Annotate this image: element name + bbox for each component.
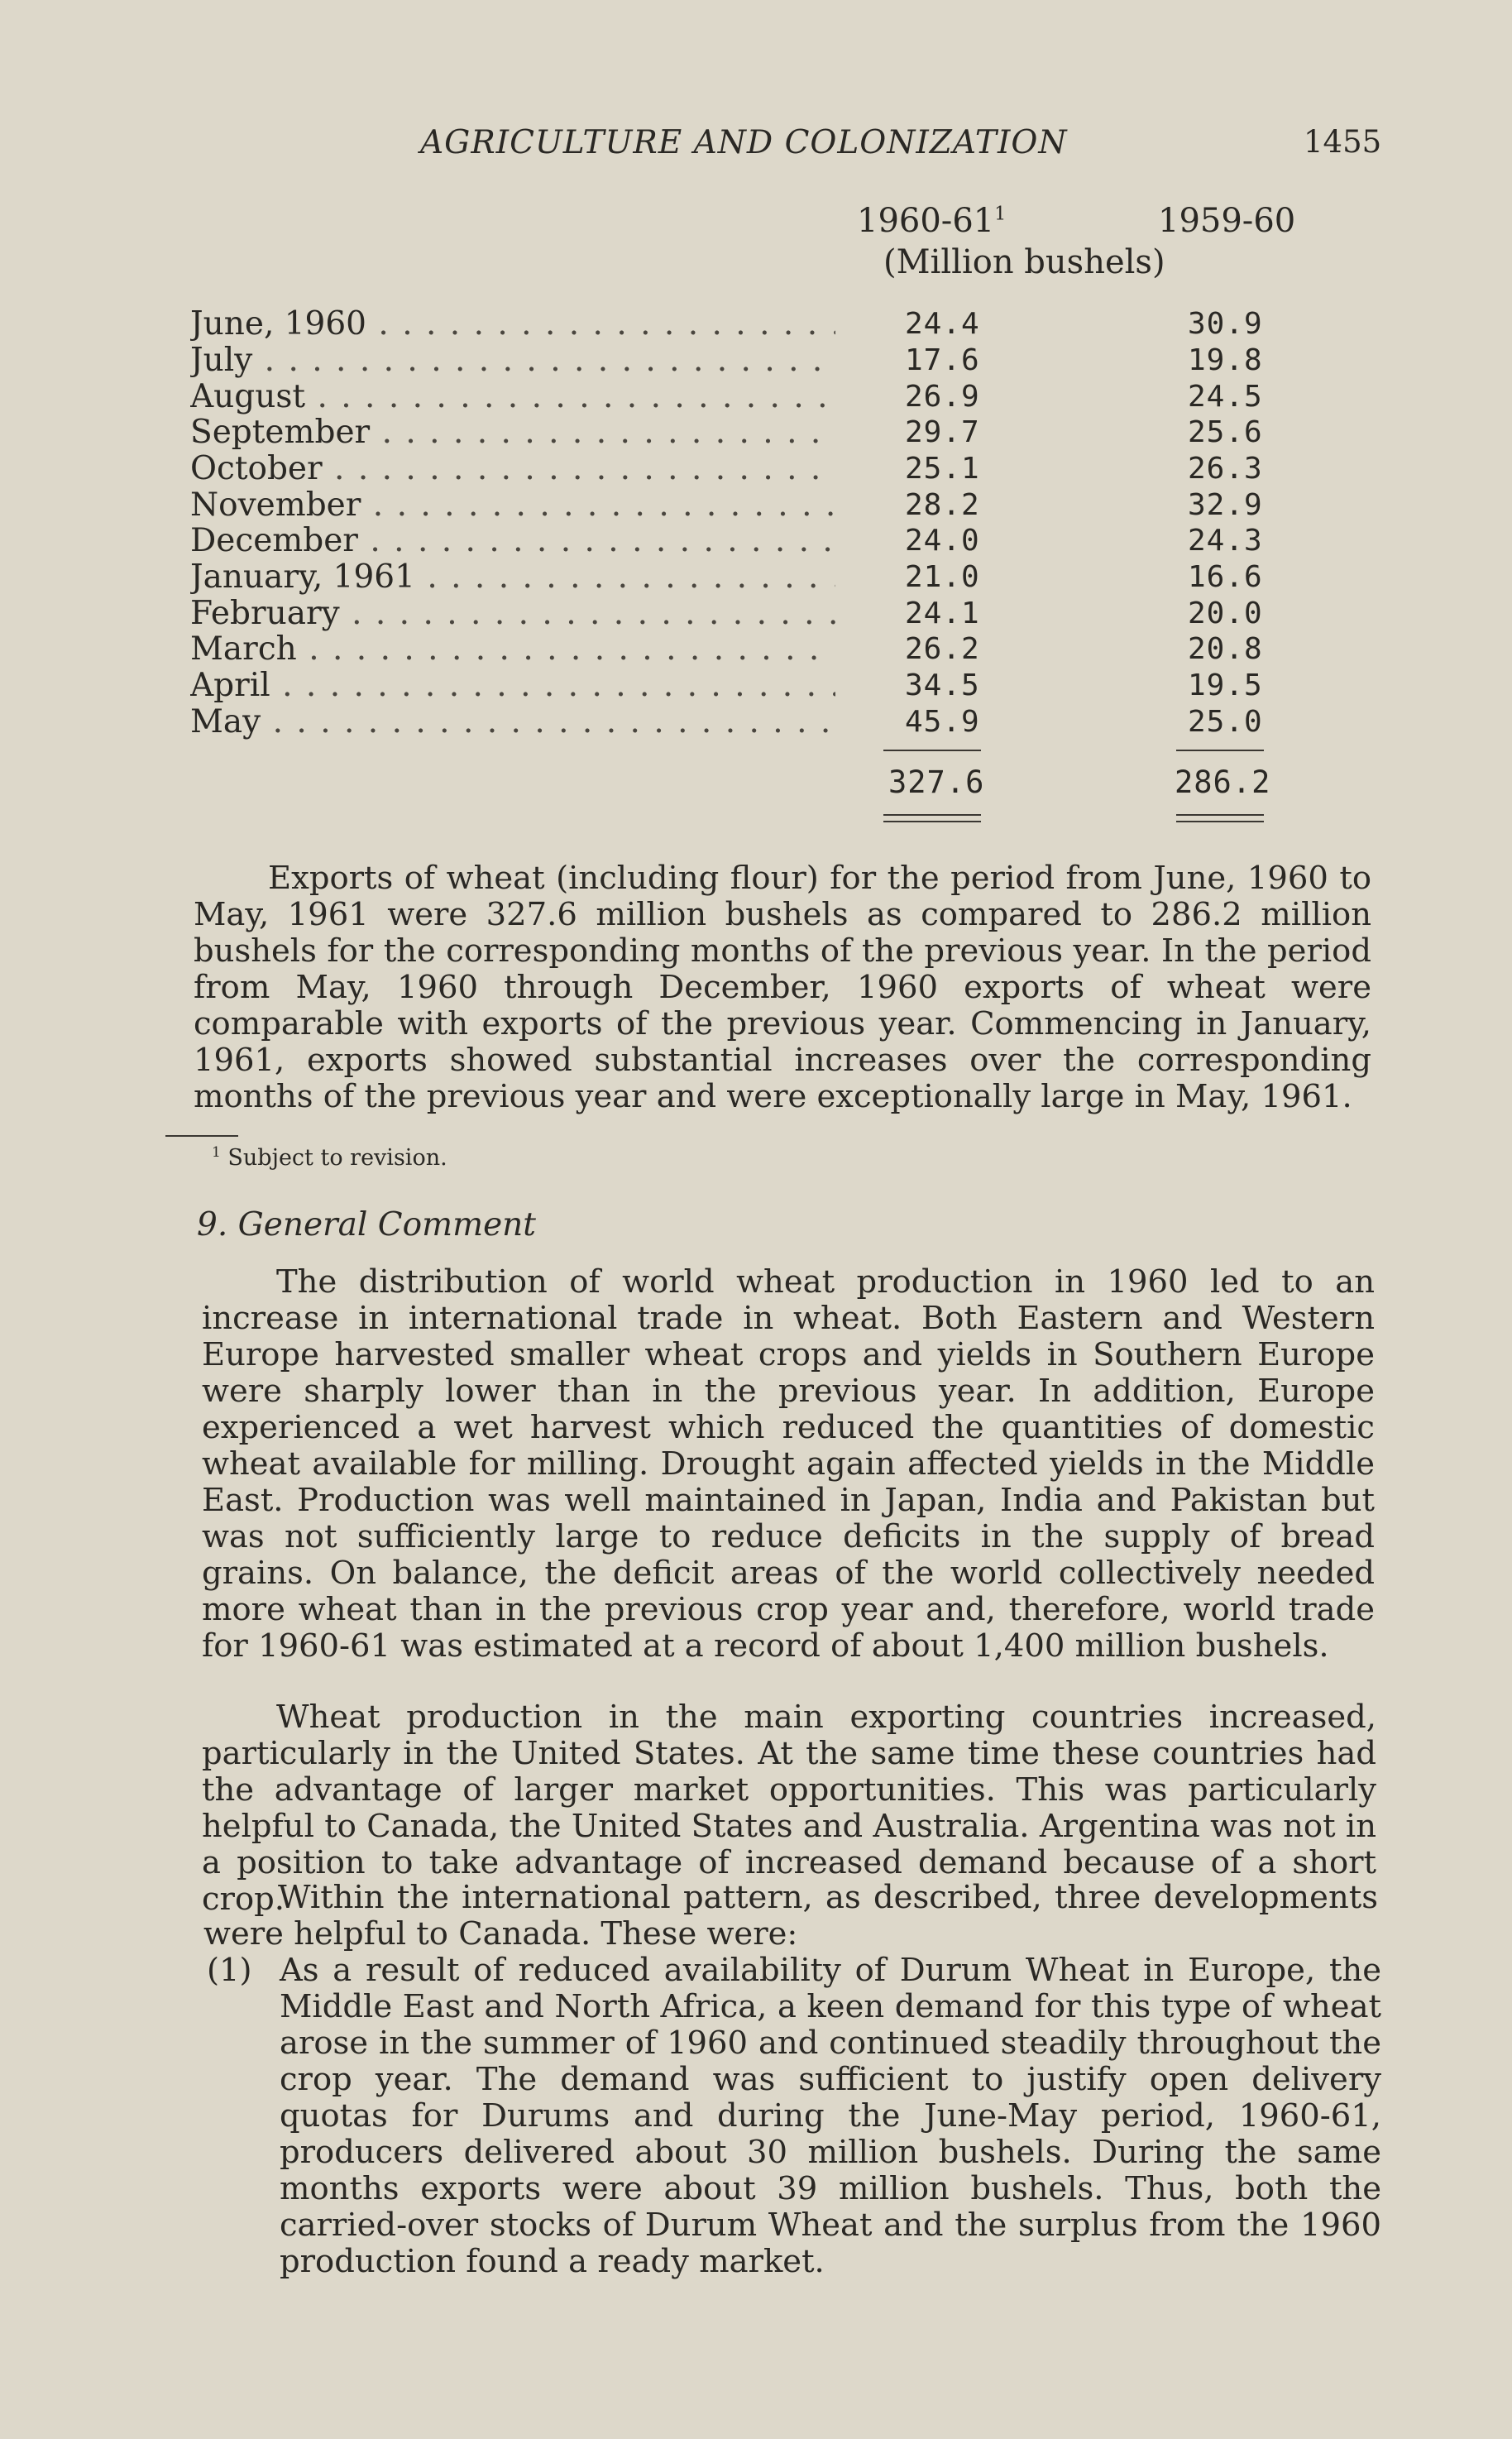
table-row: [0, 451, 1512, 487]
table-row: [0, 596, 1512, 632]
value-1959-60: 30.9: [1188, 307, 1263, 341]
value-1960-61: 25.1: [905, 452, 980, 486]
double-rule: [1176, 814, 1264, 816]
table-row: [0, 631, 1512, 668]
footnote: [212, 1144, 447, 1171]
sum-rule: [1176, 750, 1264, 751]
table-row: [0, 668, 1512, 704]
table-row: [0, 414, 1512, 451]
footnote-mark: 1: [994, 204, 1007, 225]
footnote-text: Subject to revision.: [220, 1145, 447, 1171]
value-1959-60: 24.3: [1188, 524, 1263, 558]
value-1959-60: 16.6: [1188, 560, 1263, 594]
month-label: November . . .: [190, 487, 835, 524]
value-1960-61: 26.2: [905, 632, 980, 666]
month-label: August . . .: [190, 379, 835, 415]
value-1959-60: 19.5: [1188, 668, 1263, 702]
month-label: January, 1961 . . .: [190, 559, 835, 596]
column-header-1960-61: [857, 202, 1006, 240]
list-item-number: (1): [207, 1952, 252, 1989]
value-1959-60: 32.9: [1188, 488, 1263, 522]
month-label: May . . .: [190, 704, 835, 740]
value-1960-61: 26.9: [905, 380, 980, 414]
month-label: June, 1960 . . .: [190, 306, 835, 343]
paragraph-world-production: The distribution of world wheat production in 1960 led to an increase in international trade in wheat. Both Eastern and Western Europe harvested smaller wheat crops and yields in Southern Europe were sharply lower than in the previous year. In addition, Europe experienced a wet harvest which reduced the quantities of domestic wheat available for milling. Drought again affected yields in the Middle East. Production was well maintained in Japan, India and Pakistan but was not sufficiently large to reduce deficits in the supply of bread grains. On balance, the deficit areas of the world collectively needed more wheat than in the previous crop year and, therefore, world trade for 1960-61 was estimated at a record of about 1,400 million bushels.: [202, 1263, 1375, 1665]
month-label: September . . .: [190, 414, 835, 451]
value-1960-61: 34.5: [905, 668, 980, 702]
value-1960-61: 17.6: [905, 343, 980, 377]
value-1960-61: 21.0: [905, 560, 980, 594]
table-row: [0, 559, 1512, 596]
value-1960-61: 24.4: [905, 307, 980, 341]
table-row: [0, 523, 1512, 559]
table-row: [0, 487, 1512, 524]
footnote-mark: 1: [212, 1144, 221, 1161]
month-label: October . . .: [190, 451, 835, 487]
month-label: July . . .: [190, 343, 835, 379]
table-row: [0, 379, 1512, 415]
value-1960-61: 29.7: [905, 415, 980, 449]
total-1960-61: 327.6: [888, 764, 985, 800]
double-rule: [1176, 821, 1264, 822]
table-row: [0, 343, 1512, 379]
paragraph-developments: Within the international pattern, as described, three developments were helpful to Canada. These were:: [203, 1879, 1378, 1953]
month-label: February . . .: [190, 596, 835, 632]
page-number: 1455: [1304, 124, 1382, 160]
column-header-1960-61-text: 1960-61: [857, 202, 995, 240]
running-title: AGRICULTURE AND COLONIZATION: [420, 124, 1068, 161]
footnote-rule: [165, 1135, 238, 1137]
value-1959-60: 24.5: [1188, 380, 1263, 414]
value-1959-60: 19.8: [1188, 343, 1263, 377]
month-label: December . . .: [190, 523, 835, 559]
section-heading: 9. General Comment: [197, 1206, 536, 1243]
value-1959-60: 26.3: [1188, 452, 1263, 486]
month-label: March . . .: [190, 631, 835, 668]
value-1960-61: 24.0: [905, 524, 980, 558]
units-label: (Million bushels): [883, 243, 1165, 281]
column-header-1959-60: 1959-60: [1158, 202, 1296, 240]
double-rule: [883, 821, 981, 822]
table-row: [0, 704, 1512, 740]
sum-rule: [883, 750, 981, 751]
table-row: [0, 306, 1512, 343]
value-1959-60: 25.6: [1188, 415, 1263, 449]
value-1960-61: 28.2: [905, 488, 980, 522]
value-1959-60: 20.0: [1188, 597, 1263, 630]
value-1960-61: 45.9: [905, 705, 980, 739]
double-rule: [883, 814, 981, 816]
value-1959-60: 25.0: [1188, 705, 1263, 739]
total-1959-60: 286.2: [1175, 764, 1271, 800]
month-label: April . . .: [190, 668, 835, 704]
list-item-text: As a result of reduced availability of Durum Wheat in Europe, the Middle East and North Africa, a keen demand for this type of wheat arose in the summer of 1960 and continued steadily throughout the crop year. The demand was sufficient to justify open delivery quotas for Durums and during the June-May period, 1960-61, producers delivered about 30 million bushels. During the same months exports were about 39 million bushels. Thus, both the carried-over stocks of Durum Wheat and the surplus from the 1960 production found a ready market.: [280, 1952, 1381, 2280]
exports-paragraph: Exports of wheat (including flour) for the period from June, 1960 to May, 1961 were 327.6 million bushels as compared to 286.2 million bushels for the corresponding months of the previous year. In the period from May, 1960 through December, 1960 exports of wheat were comparable with exports of the previous year. Commencing in January, 1961, exports showed substantial increases over the corresponding months of the previous year and were exceptionally large in May, 1961.: [194, 860, 1371, 1115]
paragraph-exporting-countries: Wheat production in the main exporting countries increased, particularly in the United States. At the same time these countries had the advantage of larger market opportunities. This was particularly helpful to Canada, the United States and Australia. Argentina was not in a position to take advantage of increased demand because of a short crop.: [202, 1699, 1376, 1918]
value-1959-60: 20.8: [1188, 632, 1263, 666]
value-1960-61: 24.1: [905, 597, 980, 630]
